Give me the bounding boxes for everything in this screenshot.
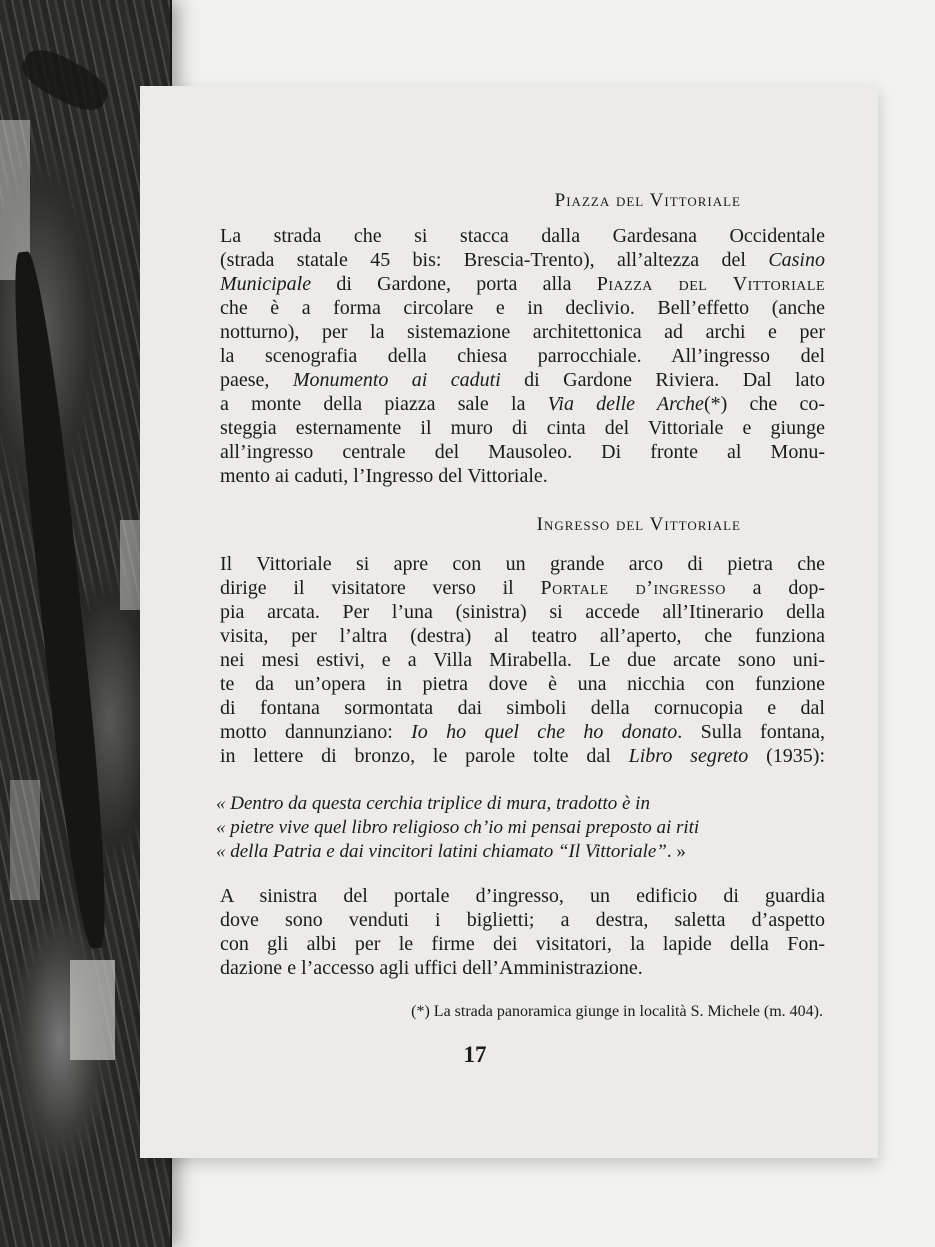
quote-line: « Dentro da questa cerchia triplice di mura, tradotto è in xyxy=(216,793,650,814)
text-line: motto dannunziano: Io ho quel che ho donato. Sulla fontana, xyxy=(220,721,825,743)
text-line: visita, per l’altra (destra) al teatro all’aperto, che funziona xyxy=(220,625,825,647)
book-page xyxy=(140,86,878,1158)
text-line: steggia esternamente il muro di cinta del Vittoriale e giunge xyxy=(220,417,825,439)
text-line: la scenografia della chiesa parrocchiale. All’ingresso del xyxy=(220,345,825,367)
text-line: A sinistra del portale d’ingresso, un edificio di guardia xyxy=(220,885,825,907)
photo-wall-patch xyxy=(10,780,40,900)
section-heading-ingresso: Ingresso del Vittoriale xyxy=(536,514,741,535)
footnote: (*) La strada panoramica giunge in località S. Michele (m. 404). xyxy=(411,1003,823,1020)
photo-sky-patch xyxy=(120,520,142,610)
text-line: Il Vittoriale si apre con un grande arco di pietra che xyxy=(220,553,825,575)
text-line: pia arcata. Per l’una (sinistra) si accede all’Itinerario della xyxy=(220,601,825,623)
text-line: nei mesi estivi, e a Villa Mirabella. Le due arcate sono uni- xyxy=(220,649,825,671)
text-line: Municipale di Gardone, porta alla Piazza del Vittoriale xyxy=(220,273,825,295)
photo-wall-patch xyxy=(70,960,115,1060)
text-line: all’ingresso centrale del Mausoleo. Di fronte al Monu- xyxy=(220,441,825,463)
text-line: paese, Monumento ai caduti di Gardone Riviera. Dal lato xyxy=(220,369,825,391)
text-line: a monte della piazza sale la Via delle Arche(*) che co- xyxy=(220,393,825,415)
page-number: 17 xyxy=(463,1042,487,1067)
text-line: di fontana sormontata dai simboli della cornucopia e dal xyxy=(220,697,825,719)
text-line: notturno), per la sistemazione architettonica ad archi e per xyxy=(220,321,825,343)
photo-tree-branch xyxy=(16,41,114,119)
quote-line: « pietre vive quel libro religioso ch’io mi pensai preposto ai riti xyxy=(216,817,700,838)
text-line: La strada che si stacca dalla Gardesana Occidentale xyxy=(220,225,825,247)
text-line: che è a forma circolare e in declivio. Bell’effetto (anche xyxy=(220,297,825,319)
quote-line: « della Patria e dai vincitori latini chiamato “Il Vittoriale”. » xyxy=(216,841,686,862)
text-line: con gli albi per le firme dei visitatori, la lapide della Fon- xyxy=(220,933,825,955)
text-line: (strada statale 45 bis: Brescia-Trento), all’altezza del Casino xyxy=(220,249,825,271)
text-line: dove sono venduti i biglietti; a destra, saletta d’aspetto xyxy=(220,909,825,931)
text-line: dazione e l’accesso agli uffici dell’Amministrazione. xyxy=(220,957,643,979)
text-line: te da un’opera in pietra dove è una nicchia con funzione xyxy=(220,673,825,695)
text-line: dirige il visitatore verso il Portale d’ingresso a dop- xyxy=(220,577,825,599)
text-line: mento ai caduti, l’Ingresso del Vittoriale. xyxy=(220,465,548,487)
section-heading-piazza: Piazza del Vittoriale xyxy=(554,190,741,211)
text-line: in lettere di bronzo, le parole tolte dal Libro segreto (1935): xyxy=(220,745,825,767)
